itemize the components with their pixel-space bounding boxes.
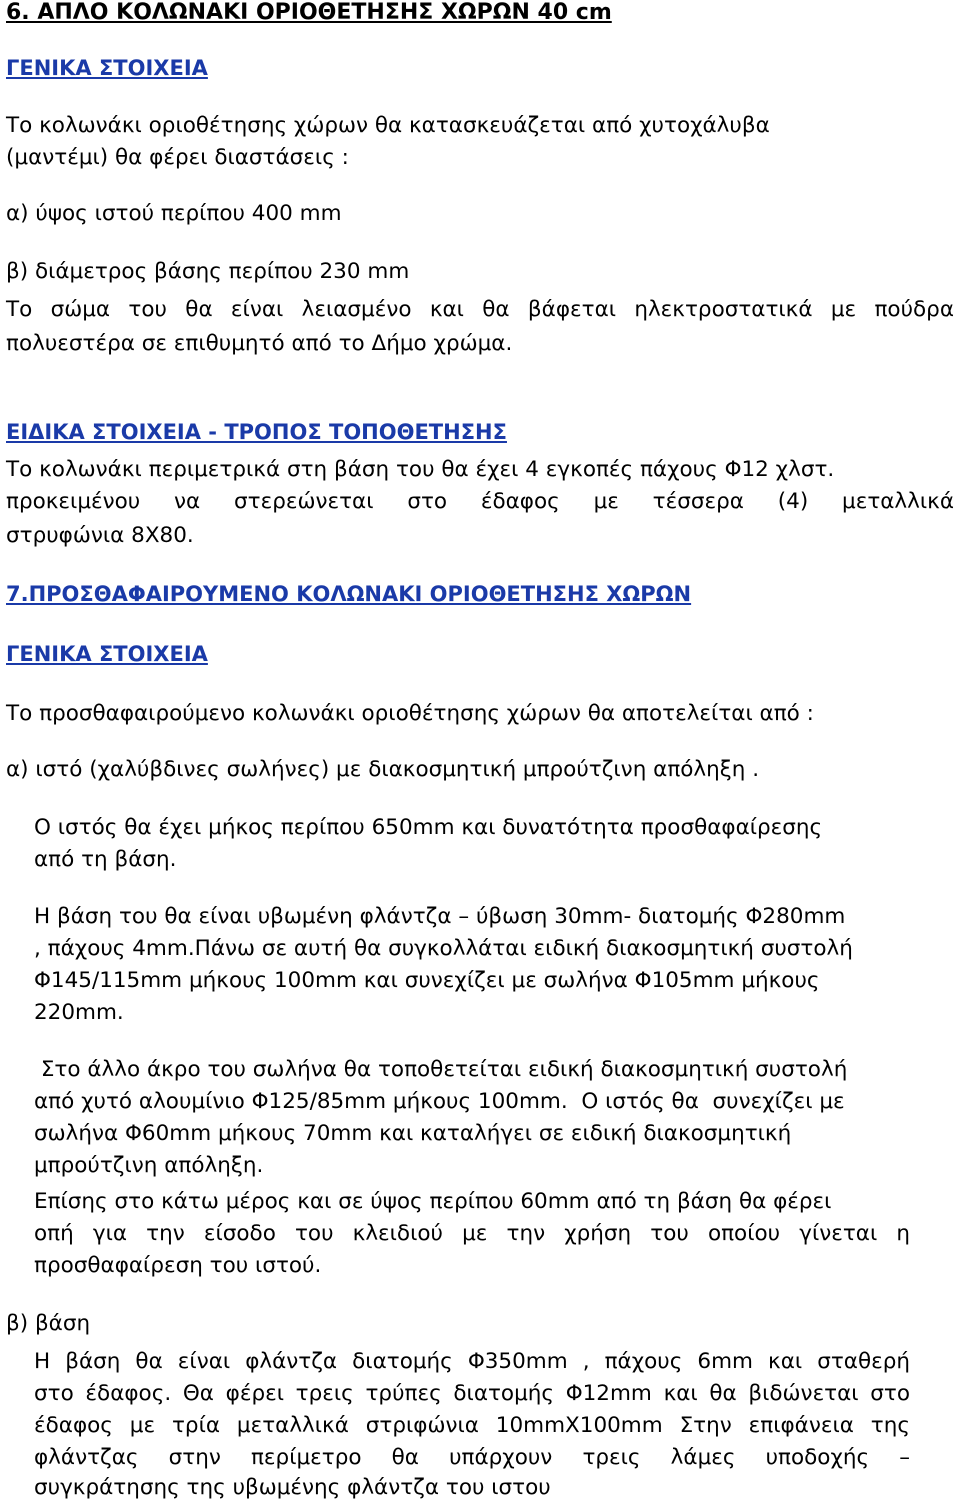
section6-special-line: προκειμένου να στερεώνεται στο έδαφος με τέσσερα (4) μεταλλικά	[6, 489, 954, 514]
section7-intro: Το προσθαφαιρούμενο κολωνάκι οριοθέτησης χώρων θα αποτελείται από :	[6, 701, 814, 726]
section7-item-a: α) ιστό (χαλύβδινες σωλήνες) με διακοσμητική μπρούτζινη απόληξη .	[6, 757, 760, 782]
section7-mast-line: Ο ιστός θα έχει μήκος περίπου 650mm και δυνατότητα προσθαφαίρεσης	[34, 815, 823, 840]
section6-general-heading: ΓΕΝΙΚΑ ΣΤΟΙΧΕΙΑ	[6, 56, 208, 80]
section6-general-line: (μαντέμι) θα φέρει διαστάσεις :	[6, 145, 349, 170]
section7-mast-line: από τη βάση.	[34, 847, 177, 872]
section6-special-line: Το κολωνάκι περιμετρικά στη βάση του θα έχει 4 εγκοπές πάχους Φ12 χλστ.	[6, 457, 835, 482]
section7-b-line: στο έδαφος. Θα φέρει τρεις τρύπες διατομής Φ12mm και θα βιδώνεται στο	[34, 1381, 910, 1406]
section7-end-line: από χυτό αλουμίνιο Φ125/85mm μήκους 100mm. Ο ιστός θα συνεχίζει με	[34, 1089, 845, 1114]
section7-end-line: σωλήνα Φ60mm μήκους 70mm και καταλήγει σε ειδική διακοσμητική	[34, 1121, 792, 1146]
section7-item-b: β) βάση	[6, 1311, 91, 1336]
section7-general-heading: ΓΕΝΙΚΑ ΣΤΟΙΧΕΙΑ	[6, 642, 208, 666]
section7-title: 7.ΠΡΟΣΘΑΦΑΙΡΟΥΜΕΝΟ ΚΟΛΩΝΑΚΙ ΟΡΙΟΘΕΤΗΣΗΣ ΧΩΡΩΝ	[6, 582, 692, 606]
section6-dimension-a: α) ύψος ιστού περίπου 400 mm	[6, 201, 342, 226]
section7-base-line: 220mm.	[34, 1000, 124, 1025]
section7-base-line: Η βάση του θα είναι υβωμένη φλάντζα – ύβωση 30mm- διατομής Φ280mm	[34, 904, 846, 929]
section6-general-line: Το σώμα του θα είναι λειασμένο και θα βάφεται ηλεκτροστατικά με πούδρα	[6, 297, 954, 322]
section7-end-line: μπρούτζινη απόληξη.	[34, 1153, 264, 1178]
section6-general-line: Το κολωνάκι οριοθέτησης χώρων θα κατασκευάζεται από χυτοχάλυβα	[6, 113, 770, 138]
section7-end-line: Στο άλλο άκρο του σωλήνα θα τοποθετείται ειδική διακοσμητική συστολή	[34, 1057, 848, 1082]
section7-base-line: , πάχους 4mm.Πάνω σε αυτή θα συγκολλάται ειδική διακοσμητική συστολή	[34, 936, 853, 961]
section6-general-line: πολυεστέρα σε επιθυμητό από το Δήμο χρώμα.	[6, 331, 513, 356]
section7-lock-line: οπή για την είσοδο του κλειδιού με την χρήση του οποίου γίνεται η	[34, 1221, 910, 1246]
section7-b-line: έδαφος με τρία μεταλλικά στριφώνια 10mmΧ100mm Στην επιφάνεια της	[34, 1413, 910, 1438]
section7-b-line: συγκράτησης της υβωμένης φλάντζα του ιστου	[34, 1475, 551, 1500]
section6-special-heading: ΕΙΔΙΚΑ ΣΤΟΙΧΕΙΑ - ΤΡΟΠΟΣ ΤΟΠΟΘΕΤΗΣΗΣ	[6, 420, 507, 444]
section7-base-line: Φ145/115mm μήκους 100mm και συνεχίζει με σωλήνα Φ105mm μήκους	[34, 968, 820, 993]
section7-b-line: Η βάση θα είναι φλάντζα διατομής Φ350mm , πάχους 6mm και σταθερή	[34, 1349, 910, 1374]
section7-b-line: φλάντζας στην περίμετρο θα υπάρχουν τρεις λάμες υποδοχής –	[34, 1445, 910, 1470]
section7-lock-line: Επίσης στο κάτω μέρος και σε ύψος περίπου 60mm από τη βάση θα φέρει	[34, 1189, 832, 1214]
section6-title: 6. ΑΠΛΟ ΚΟΛΩΝΑΚΙ ΟΡΙΟΘΕΤΗΣΗΣ ΧΩΡΩΝ 40 cm	[6, 0, 612, 25]
section6-dimension-b: β) διάμετρος βάσης περίπου 230 mm	[6, 259, 410, 284]
section7-lock-line: προσθαφαίρεση του ιστού.	[34, 1253, 322, 1278]
section6-special-line: στρυφώνια 8Χ80.	[6, 523, 194, 548]
